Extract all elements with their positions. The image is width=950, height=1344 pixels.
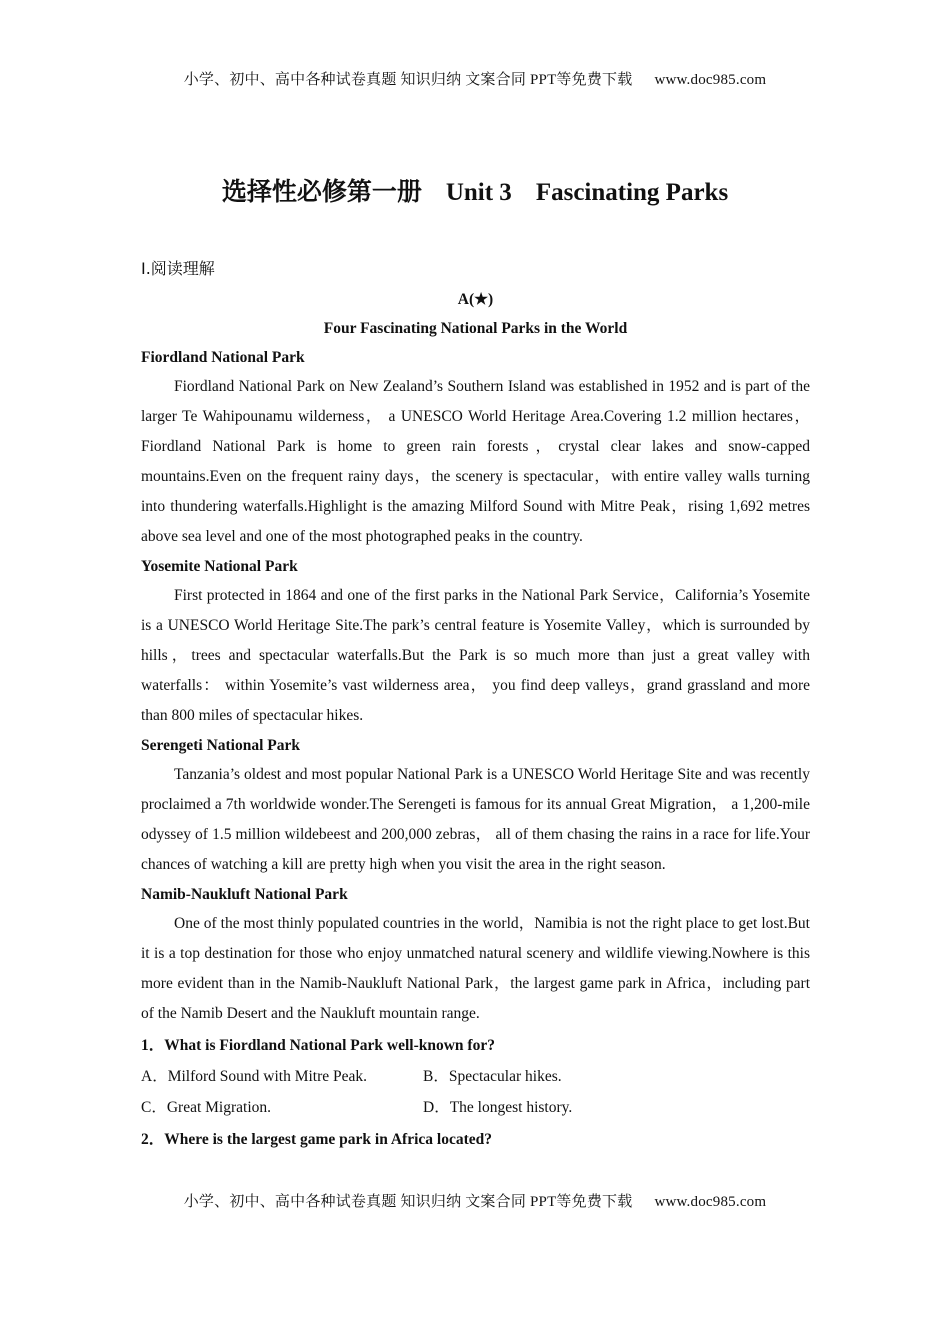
question-number: 1． [141,1037,165,1054]
question-text: Where is the largest game park in Africa located? [164,1131,493,1148]
option-c: C．Great Migration. [141,1099,272,1116]
title-unit: Unit 3 [445,179,512,206]
option-a: A．Milford Sound with Mitre Peak. [141,1068,368,1085]
question-1 [141,1030,810,1061]
question-number: 2． [141,1131,165,1148]
park-paragraph: Tanzania’s oldest and most popular National Park is a UNESCO World Heritage Site and was recently proclaimed a 7th worldwide wonder.The Serengeti is famous for its annual Great Migration， a 1,200-mile odyssey of 1.5 million wildebeest and 200,000 zebras， all of them chasing the rains in a race for life.Your chances of watching a kill are pretty high when you visit the area in the right season. [141,766,810,873]
options-row [141,1061,810,1092]
park-paragraph: One of the most thinly populated countries in the world，Namibia is not the right place to get lost.But it is a top destination for those who enjoy unmatched natural scenery and wildlife viewing.Nowhere is this more evident than in the Namib-Naukluft National Park，the largest game park in Africa，including part of the Namib Desert and the Naukluft mountain range. [141,915,810,1022]
park-heading: Yosemite National Park [141,558,298,575]
park-paragraph: Fiordland National Park on New Zealand’s Southern Island was established in 1952 and is part of the larger Te Wahipounamu wilderness， a UNESCO World Heritage Area.Covering 1.2 million hectares，Fiordland National Park is home to green rain forests，crystal clear lakes and snow-capped mountains.Even on the frequent rainy days，the scenery is spectacular，with entire valley walls turning into thundering waterfalls.Highlight is the amazing Milford Sound with Mitre Peak，rising 1,692 metres above sea level and one of the most photographed peaks in the country. [141,378,810,545]
footer-text: 小学、初中、高中各种试卷真题 知识归纳 文案合同 PPT等免费下载 [183,1194,633,1210]
park-heading: Serengeti National Park [141,737,301,754]
option-d: D．The longest history. [423,1099,573,1116]
header-url[interactable]: www.doc985.com [654,72,767,88]
passage-label: A(★) [457,291,494,308]
option-b: B．Spectacular hikes. [423,1068,562,1085]
page-footer [0,1190,950,1211]
park-paragraph: First protected in 1864 and one of the first parks in the National Park Service，California’s Yosemite is a UNESCO World Heritage Site.The park’s central feature is Yosemite Valley，which is surrounded by hills，trees and spectacular waterfalls.But the Park is so much more than just a great valley with waterfalls： within Yosemite’s vast wilderness area， you find deep valleys，grand grassland and more than 800 miles of spectacular hikes. [141,587,810,724]
options-row [141,1092,810,1123]
passage [141,285,810,1155]
page-title [0,172,950,208]
title-book: 选择性必修第一册 [221,179,422,206]
passage-title: Four Fascinating National Parks in the World [323,320,628,337]
park-heading: Fiordland National Park [141,349,305,366]
park-heading: Namib-Naukluft National Park [141,886,348,903]
page-header [0,68,950,89]
title-topic: Fascinating Parks [535,179,729,206]
header-text: 小学、初中、高中各种试卷真题 知识归纳 文案合同 PPT等免费下载 [183,72,633,88]
question-text: What is Fiordland National Park well-known for? [164,1037,495,1054]
question-2 [141,1124,810,1155]
footer-url[interactable]: www.doc985.com [654,1194,767,1210]
section-heading: Ⅰ.阅读理解 [141,259,215,278]
